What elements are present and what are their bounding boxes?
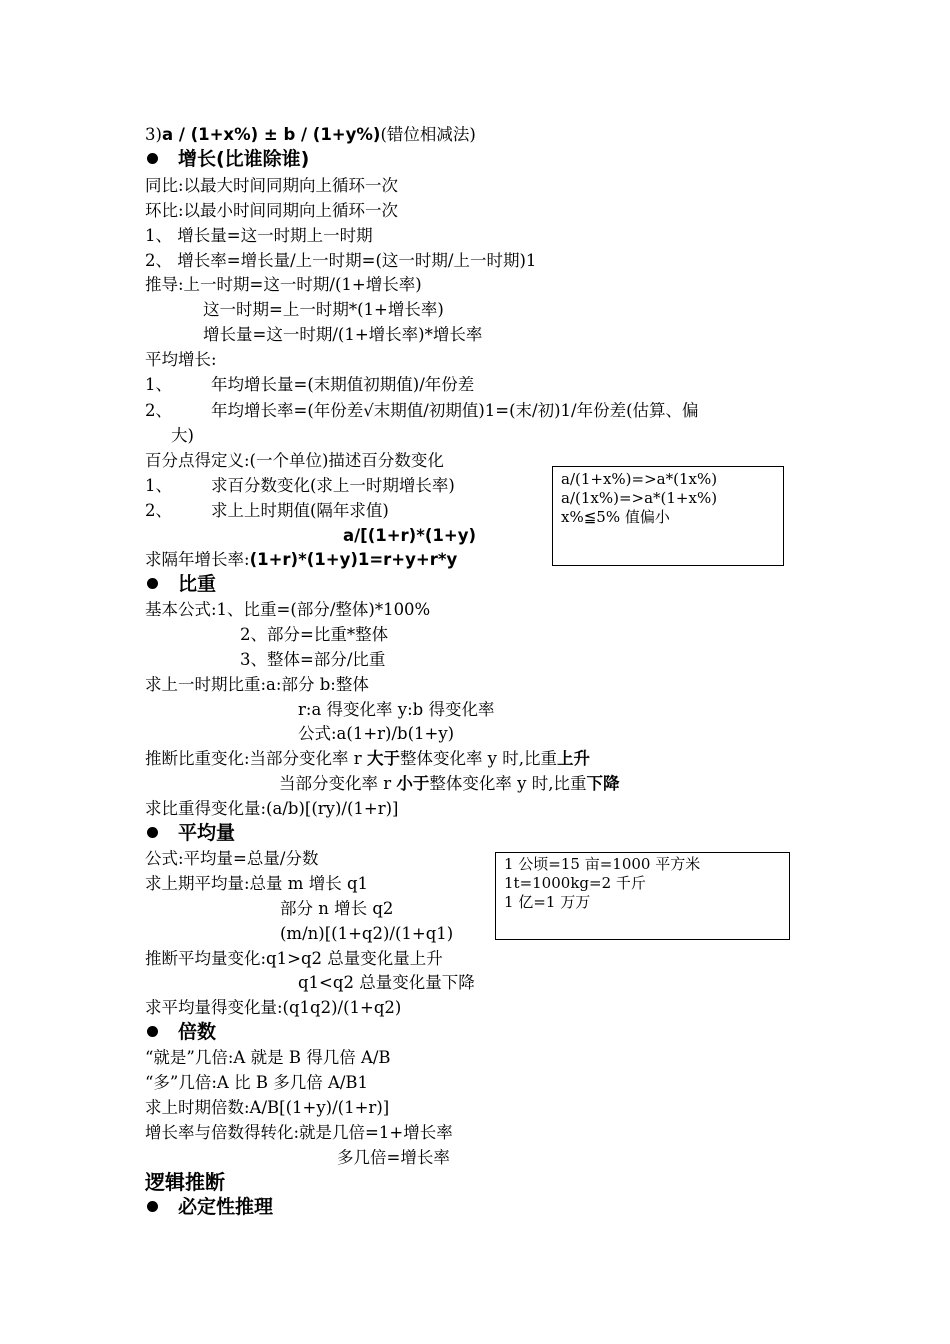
text-line: 公式:平均量=总量/分数 <box>145 849 319 868</box>
heading-bizhong <box>147 573 216 595</box>
text-line: 求上期平均量:总量 m 增长 q1 <box>145 874 368 893</box>
text-part: 推断比重变化:当部分变化率 r <box>145 749 367 768</box>
heading-bizhong-text: 比重 <box>178 573 217 595</box>
text-part: 当部分变化率 r <box>279 774 397 793</box>
text-line: 百分点得定义:(一个单位)描述百分数变化 <box>145 451 444 470</box>
heading-beishu-text: 倍数 <box>178 1021 217 1043</box>
note-line: 1t=1000kg=2 千斤 <box>504 874 646 892</box>
numbered-line <box>145 500 389 522</box>
text-line: q1<q2 总量变化量下降 <box>298 973 475 992</box>
formula-line <box>145 549 457 571</box>
note-line: a/(1+x%)=>a*(1x%) <box>561 470 718 488</box>
text-line: 求上时期倍数:A/B[(1+y)/(1+r)] <box>145 1098 390 1117</box>
numbered-line <box>145 400 699 422</box>
text-line <box>279 773 619 795</box>
bullet-icon <box>147 827 158 838</box>
text-line: 推断平均量变化:q1>q2 总量变化量上升 <box>145 949 443 968</box>
heading-bidingxing-text: 必定性推理 <box>178 1196 274 1218</box>
text-line: 求平均量得变化量:(q1q2)/(1+q2) <box>145 998 402 1017</box>
bullet-icon <box>147 1026 158 1037</box>
formula-bold: a/[(1+r)*(1+y) <box>343 526 476 545</box>
note-box-units <box>495 852 790 940</box>
bullet-icon <box>147 578 158 589</box>
formula-bold: (1+r)*(1+y)1=r+y+r*y <box>249 550 458 569</box>
heading-growth <box>147 148 309 170</box>
item-text: 年均增长率=(年份差√末期值/初期值)1=(末/初)1/年份差(估算、偏 <box>211 401 699 420</box>
note-line: x%≦5% 值偏小 <box>561 508 670 526</box>
heading-average-text: 平均量 <box>178 822 236 844</box>
text-part: 整体变化率 y 时,比重 <box>399 749 557 768</box>
text-part: 整体变化率 y 时,比重 <box>429 774 587 793</box>
text-line: 大) <box>171 426 194 445</box>
emphasis: 下降 <box>586 774 620 793</box>
text-line: 同比:以最大时间同期向上循环一次 <box>145 176 399 195</box>
note-line: 1 亿=1 万万 <box>504 893 591 911</box>
heading-growth-text: 增长(比谁除谁) <box>178 148 310 170</box>
item-number: 2、 <box>145 501 172 520</box>
heading-logic: 逻辑推断 <box>145 1170 225 1194</box>
numbered-line <box>145 374 474 396</box>
text-line: r:a 得变化率 y:b 得变化率 <box>298 700 495 719</box>
formula-note: (错位相减法) <box>380 125 476 144</box>
formula-prefix: 3) <box>145 125 162 144</box>
text-line: 1、 增长量=这一时期上一时期 <box>145 226 373 245</box>
text-line: 多几倍=增长率 <box>337 1148 450 1167</box>
text-line: 公式:a(1+r)/b(1+y) <box>298 724 455 743</box>
heading-beishu <box>147 1021 216 1043</box>
text-line: 2、 增长率=增长量/上一时期=(这一时期/上一时期)1 <box>145 251 537 270</box>
formula-prefix: 求隔年增长率: <box>145 550 250 569</box>
bullet-icon <box>147 153 158 164</box>
formula-bold: a / (1+x%) ± b / (1+y%) <box>161 125 381 144</box>
formula-line <box>145 124 476 146</box>
text-line: (m/n)[(1+q2)/(1+q1) <box>280 924 454 943</box>
text-line: 推导:上一时期=这一时期/(1+增长率) <box>145 275 422 294</box>
item-number: 1、 <box>145 375 172 394</box>
text-line: 3、整体=部分/比重 <box>240 650 386 669</box>
item-number: 1、 <box>145 476 172 495</box>
note-box-approximation <box>552 466 784 566</box>
heading-bidingxing <box>147 1196 273 1218</box>
item-text: 年均增长量=(末期值初期值)/年份差 <box>211 375 475 394</box>
text-line: 求上一时期比重:a:部分 b:整体 <box>145 675 369 694</box>
emphasis: 小于 <box>396 774 430 793</box>
text-line: 部分 n 增长 q2 <box>280 899 394 918</box>
text-line: “多”几倍:A 比 B 多几倍 A/B1 <box>145 1073 369 1092</box>
item-number: 2、 <box>145 401 172 420</box>
text-line: 增长率与倍数得转化:就是几倍=1+增长率 <box>145 1123 453 1142</box>
text-line: “就是”几倍:A 就是 B 得几倍 A/B <box>145 1048 391 1067</box>
note-line: a/(1x%)=>a*(1+x%) <box>561 489 718 507</box>
text-line <box>145 748 590 770</box>
text-line: 基本公式:1、比重=(部分/整体)*100% <box>145 600 431 619</box>
text-line: 平均增长: <box>145 350 217 369</box>
note-line: 1 公顷=15 亩=1000 平方米 <box>504 855 701 873</box>
item-text: 求百分数变化(求上一时期增长率) <box>211 476 455 495</box>
numbered-line <box>145 475 455 497</box>
text-line: 环比:以最小时间同期向上循环一次 <box>145 201 399 220</box>
text-line: 求比重得变化量:(a/b)[(ry)/(1+r)] <box>145 799 399 818</box>
item-text: 求上上时期值(隔年求值) <box>211 501 389 520</box>
emphasis: 上升 <box>557 749 590 768</box>
text-line: 这一时期=上一时期*(1+增长率) <box>203 300 444 319</box>
bullet-icon <box>147 1201 158 1212</box>
text-line: 增长量=这一时期/(1+增长率)*增长率 <box>203 325 483 344</box>
emphasis: 大于 <box>366 749 400 768</box>
heading-average <box>147 822 235 844</box>
text-line: 2、部分=比重*整体 <box>240 625 389 644</box>
